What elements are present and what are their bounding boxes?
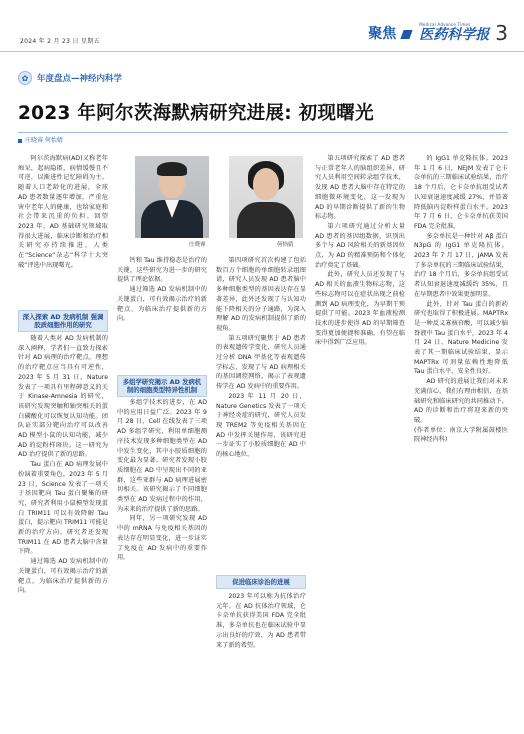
paragraph: 2023 年可以称为抗体治疗元年。在 AD 抗体治疗领域，仑卡奈单抗获得美国 FDA 完全批准，多奈单抗也在临床试验中显示出良好的疗效，为 AD 患者带来了新的希望。: [216, 593, 306, 649]
column-2: [117, 398, 207, 722]
paragraph: 随着人类对 AD 发病机制的深入阐释，学者们一直致力探索针对 AD 病理的治疗靶点。理想的治疗靶点应当具有可逆性，2023 年 5 月 31 日，Nature 发表了一项具有里程碑意义的关于 Kinase-Amnesia 的研究，该研究发现突触和轴突相关的蛋白磷酸化可以恢复认知功能。团队证实部分靶向治疗可以改善 AD 模型小鼠的认知功能，减少 AD 的淀粉样斑块。这一研究为 AD 治疗提供了新的思路。: [18, 335, 108, 459]
paragraph: 此外，研究人员还发现了与 AD 相关的血液生物标志物，这些标志物可以在症状出现之前检测到 AD 病理变化，为早期干预提供了可能。2023 年血液检测技术的进步使得 AD 的早期筛查变得更加便捷和准确，有望在临床中得到广泛应用。: [315, 271, 405, 347]
logo-english: Medical Advance Times: [419, 22, 471, 27]
photo-caption: 庄晓睿: [189, 242, 206, 248]
issue-date: 2024 年 2 月 23 日 星期五: [20, 38, 100, 45]
author-photo-he: [229, 156, 303, 238]
paragraph: 2023 年 11 月 20 日，Nature Genetics 发表了一项关于神经炎症的研究，研究人员发现 TREM2 等免疫相关基因在 AD 中发挥关键作用，该研究进一步证实了小胶质细胞在 AD 中的核心地位。: [216, 392, 306, 459]
paragraph: 多组学技术的进步，在 AD 中的应用日益广泛。2023 年 9 月 28 日，Cell 在线发表了三项 AD 多组学研究，利用单细胞测序技术发现多种细胞类型在 AD 中发生变化，其中小胶质细胞的变化最为显著。研究者发现小胶质细胞在 AD 中呈现出不同的亚群，这些亚群与 AD 病理进展密切相关。该研究揭示了不同细胞类型在 AD 发病过程中的作用，为未来的治疗提供了新的思路。: [117, 399, 207, 513]
paragraph: 钙和 Tau 维持稳态是治疗的关键，这些研究为进一步的研究提供了理论依据。: [117, 257, 207, 284]
paragraph: 多奈单抗是一种针对 Aβ 蛋白 N3pG 的 IgG1 单克隆抗体。2023 年 7 月 17 日，JAMA 发表了多奈单抗的三期临床试验结果，治疗 18 个月后，多奈单抗组受试者认知衰退速度减缓约 35%，且在早期患者中效果更加明显。: [414, 232, 508, 298]
column-1: [18, 154, 108, 722]
subheading-clinical: 促进临床诊治的进展: [216, 575, 306, 589]
subheading-multiomics: 多组学研究揭示 AD 发病机制的细胞类型特异性机制: [117, 375, 207, 397]
article-authors: 庄晓睿 何怡婧: [18, 135, 63, 144]
brain-icon: ✿: [18, 71, 32, 85]
masthead-logo: [419, 22, 489, 43]
byline-rule: [18, 132, 508, 144]
paragraph: 通过筛选 AD 发病机制中的关键蛋白，可有效揭示治疗的新靶点，为临床治疗提供新的方向。: [117, 286, 207, 323]
author-portraits: [117, 150, 306, 250]
page-number: 3: [495, 21, 508, 45]
section-mark-icon: [401, 30, 413, 39]
column-4: [315, 154, 405, 722]
photo-caption: 何怡婧: [277, 242, 294, 248]
kicker-text: 年度盘点—神经内科学: [37, 74, 123, 84]
column-3-bottom: [216, 592, 306, 722]
paragraph: 第四项研究首次构建了包括数百万个细胞的单细胞转录组图谱，研究人员发现 AD 患者脑中多种细胞类型的基因表达存在显著差异，此外还发现了与认知功能下降相关的分子通路，为深入理解 AD 的发病机制提供了新的视角。: [216, 257, 306, 332]
paragraph: 的 IgG1 单克隆抗体。2023 年 1 月 6 日，NEJM 发表了仑卡奈单抗的三期临床试验结果，治疗 18 个月后，仑卡奈单抗组受试者认知衰退速度减缓 27%，并显著降低脑内淀粉样蛋白水平。2023 年 7 月 6 日，仑卡奈单抗获美国 FDA 完全批准。: [414, 155, 508, 230]
article-title: 2023 年阿尔茨海默病研究进展: 初现曙光: [18, 103, 374, 124]
subheading-mechanism: 深入探索 AD 发病机制 强调胶质细胞作用的研究: [18, 310, 108, 332]
paragraph: 第六项研究通过分析大量 AD 患者的基因组数据，识别出多个与 AD 风险相关的新基因位点，为 AD 的精准预防和个体化治疗奠定了基础。: [315, 222, 405, 269]
header-branding: [368, 22, 508, 43]
column-2-top: [117, 256, 207, 366]
paragraph: 同年，另一项研究发现 AD 中的 mRNA 与免疫相关基因的表达存在明显变化，进一步证实了免疫在 AD 发病中的重要作用。: [117, 515, 207, 562]
logo-chinese: 医药科学报: [419, 27, 490, 43]
paragraph: AD 研究的进展让我们对未来充满信心，我们有理由相信，在基础研究和临床研究的共同推动下，AD 的诊断和治疗将迎来新的突破。: [414, 378, 508, 424]
paragraph: 第五项研究聚焦于 AD 患者的表观遗传学变化，研究人员通过分析 DNA 甲基化等表观遗传学标志，发现了与 AD 病理相关的基因调控网络，揭示了表观遗传学在 AD 发病中的重要作用。: [216, 334, 306, 391]
author-photo-zhuang: [135, 156, 209, 238]
section-name: 聚焦: [368, 26, 397, 42]
page-header: [0, 0, 524, 52]
paragraph: 阿尔茨海默病(AD)又称老年痴呆，起病隐匿，病情缓慢且不可逆，以渐进性记忆障碍为主。随着人口老龄化的进展，全球 AD 患者数量逐年增加，严重危害中老年人的健康，也给家庭和社会带来沉重的负担。回望 2023 年，AD 基础研究领域取得很大进展，临床诊断和治疗相关研究亦持续推进，人类在“Science”杂志“科学十大突破”评选中出现曙光。: [18, 155, 108, 269]
paragraph: 此外，针对 Tau 蛋白的新药研究也取得了积极进展。MAPTRx 是一种反义寡核苷酸，可以减少脑脊液中 Tau 蛋白水平，2023 年 4 月 24 日，Nature Medicine 发表了其一期临床试验结果，显示 MAPTRx 可剂量依赖性地降低 Tau 蛋白水平，安全性良好。: [414, 300, 508, 376]
author-affiliation: (作者单位：南京大学附属鼓楼医院神经内科): [414, 426, 508, 444]
paragraph: 第五项研究探索了 AD 患者与正常老年人的脑组织差异，研究人员利用空间转录组学技术，发现 AD 患者大脑中存在特定的细胞微环境变化，这一发现为 AD 的早期诊断提供了新的生物标志物。: [315, 155, 405, 221]
paragraph: 通过筛选 AD 发病机制中的关键蛋白，可有效揭示治疗的新靶点，为临床治疗提供新的方向。: [18, 558, 108, 595]
paragraph: Tau 蛋白在 AD 病理发展中扮演着重要角色。2023 年 5 月 23 日，Science 发表了一项关于基因靶向 Tau 蛋白聚集的研究，研究者利用小鼠模型发现蛋白 TRIM11 可以有效降解 Tau 蛋白，提示靶向 TRIM11 可能是新的治疗方向。研究者还发现 TRIM11 在 AD 患者大脑中含量下降。: [18, 461, 108, 556]
column-5: [414, 154, 508, 722]
section-kicker: [18, 71, 122, 85]
